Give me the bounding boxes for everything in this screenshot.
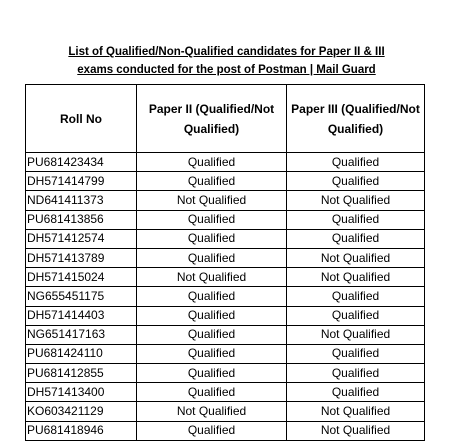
paper-2-status-cell: Qualified	[137, 421, 287, 440]
paper-2-status-cell: Qualified	[137, 248, 287, 267]
paper-2-status-cell: Not Qualified	[137, 191, 287, 210]
roll-no-cell: DH571413400	[26, 383, 137, 402]
table-row	[26, 268, 425, 287]
table-body	[26, 153, 425, 441]
paper-3-status-cell: Qualified	[287, 306, 425, 325]
table-row	[26, 229, 425, 248]
paper-2-status-cell: Qualified	[137, 364, 287, 383]
roll-no-cell: KO603421129	[26, 402, 137, 421]
paper-2-status-cell: Qualified	[137, 287, 287, 306]
paper-3-status-cell: Qualified	[287, 344, 425, 363]
table-row	[26, 344, 425, 363]
roll-no-cell: DH571412574	[26, 229, 137, 248]
table-row	[26, 210, 425, 229]
paper-3-status-cell: Not Qualified	[287, 268, 425, 287]
paper-3-status-cell: Qualified	[287, 383, 425, 402]
paper-2-status-cell: Qualified	[137, 153, 287, 172]
title-line-1: List of Qualified/Non-Qualified candidates for Paper II & III	[68, 46, 385, 58]
table-row	[26, 325, 425, 344]
roll-no-cell: PU681413856	[26, 210, 137, 229]
paper-2-status-cell: Not Qualified	[137, 402, 287, 421]
paper-3-status-cell: Qualified	[287, 364, 425, 383]
roll-no-cell: DH571414403	[26, 306, 137, 325]
table-row	[26, 402, 425, 421]
paper-3-status-cell: Qualified	[287, 153, 425, 172]
roll-no-cell: PU681423434	[26, 153, 137, 172]
table-row	[26, 172, 425, 191]
paper-2-status-cell: Qualified	[137, 344, 287, 363]
table-row	[26, 248, 425, 267]
table-row	[26, 306, 425, 325]
paper-3-status-cell: Not Qualified	[287, 325, 425, 344]
paper-3-status-cell: Qualified	[287, 229, 425, 248]
roll-no-cell: DH571415024	[26, 268, 137, 287]
paper-3-status-cell: Qualified	[287, 287, 425, 306]
paper-2-status-cell: Qualified	[137, 306, 287, 325]
paper-3-status-cell: Qualified	[287, 172, 425, 191]
paper-3-status-cell: Not Qualified	[287, 248, 425, 267]
title-line-2: exams conducted for the post of Postman | Mail Guard	[77, 64, 376, 76]
table-row	[26, 421, 425, 440]
paper-3-status-cell: Not Qualified	[287, 402, 425, 421]
table-header	[26, 85, 425, 153]
paper-3-status-cell: Not Qualified	[287, 191, 425, 210]
roll-no-cell: PU681418946	[26, 421, 137, 440]
document-title	[0, 43, 453, 79]
roll-no-cell: PU681424110	[26, 344, 137, 363]
header-roll-no: Roll No	[26, 85, 137, 153]
roll-no-cell: DH571413789	[26, 248, 137, 267]
roll-no-cell: NG655451175	[26, 287, 137, 306]
roll-no-cell: DH571414799	[26, 172, 137, 191]
paper-3-status-cell: Not Qualified	[287, 421, 425, 440]
table-row	[26, 383, 425, 402]
header-paper-3: Paper III (Qualified/Not Qualified)	[287, 85, 425, 153]
header-row	[26, 85, 425, 153]
paper-3-status-cell: Qualified	[287, 210, 425, 229]
results-table	[25, 84, 425, 441]
paper-2-status-cell: Qualified	[137, 325, 287, 344]
roll-no-cell: NG651417163	[26, 325, 137, 344]
table-row	[26, 364, 425, 383]
paper-2-status-cell: Qualified	[137, 229, 287, 248]
paper-2-status-cell: Qualified	[137, 172, 287, 191]
table-row	[26, 287, 425, 306]
paper-2-status-cell: Not Qualified	[137, 268, 287, 287]
table-row	[26, 191, 425, 210]
roll-no-cell: ND641411373	[26, 191, 137, 210]
roll-no-cell: PU681412855	[26, 364, 137, 383]
paper-2-status-cell: Qualified	[137, 210, 287, 229]
table-row	[26, 153, 425, 172]
paper-2-status-cell: Qualified	[137, 383, 287, 402]
header-paper-2: Paper II (Qualified/Not Qualified)	[137, 85, 287, 153]
